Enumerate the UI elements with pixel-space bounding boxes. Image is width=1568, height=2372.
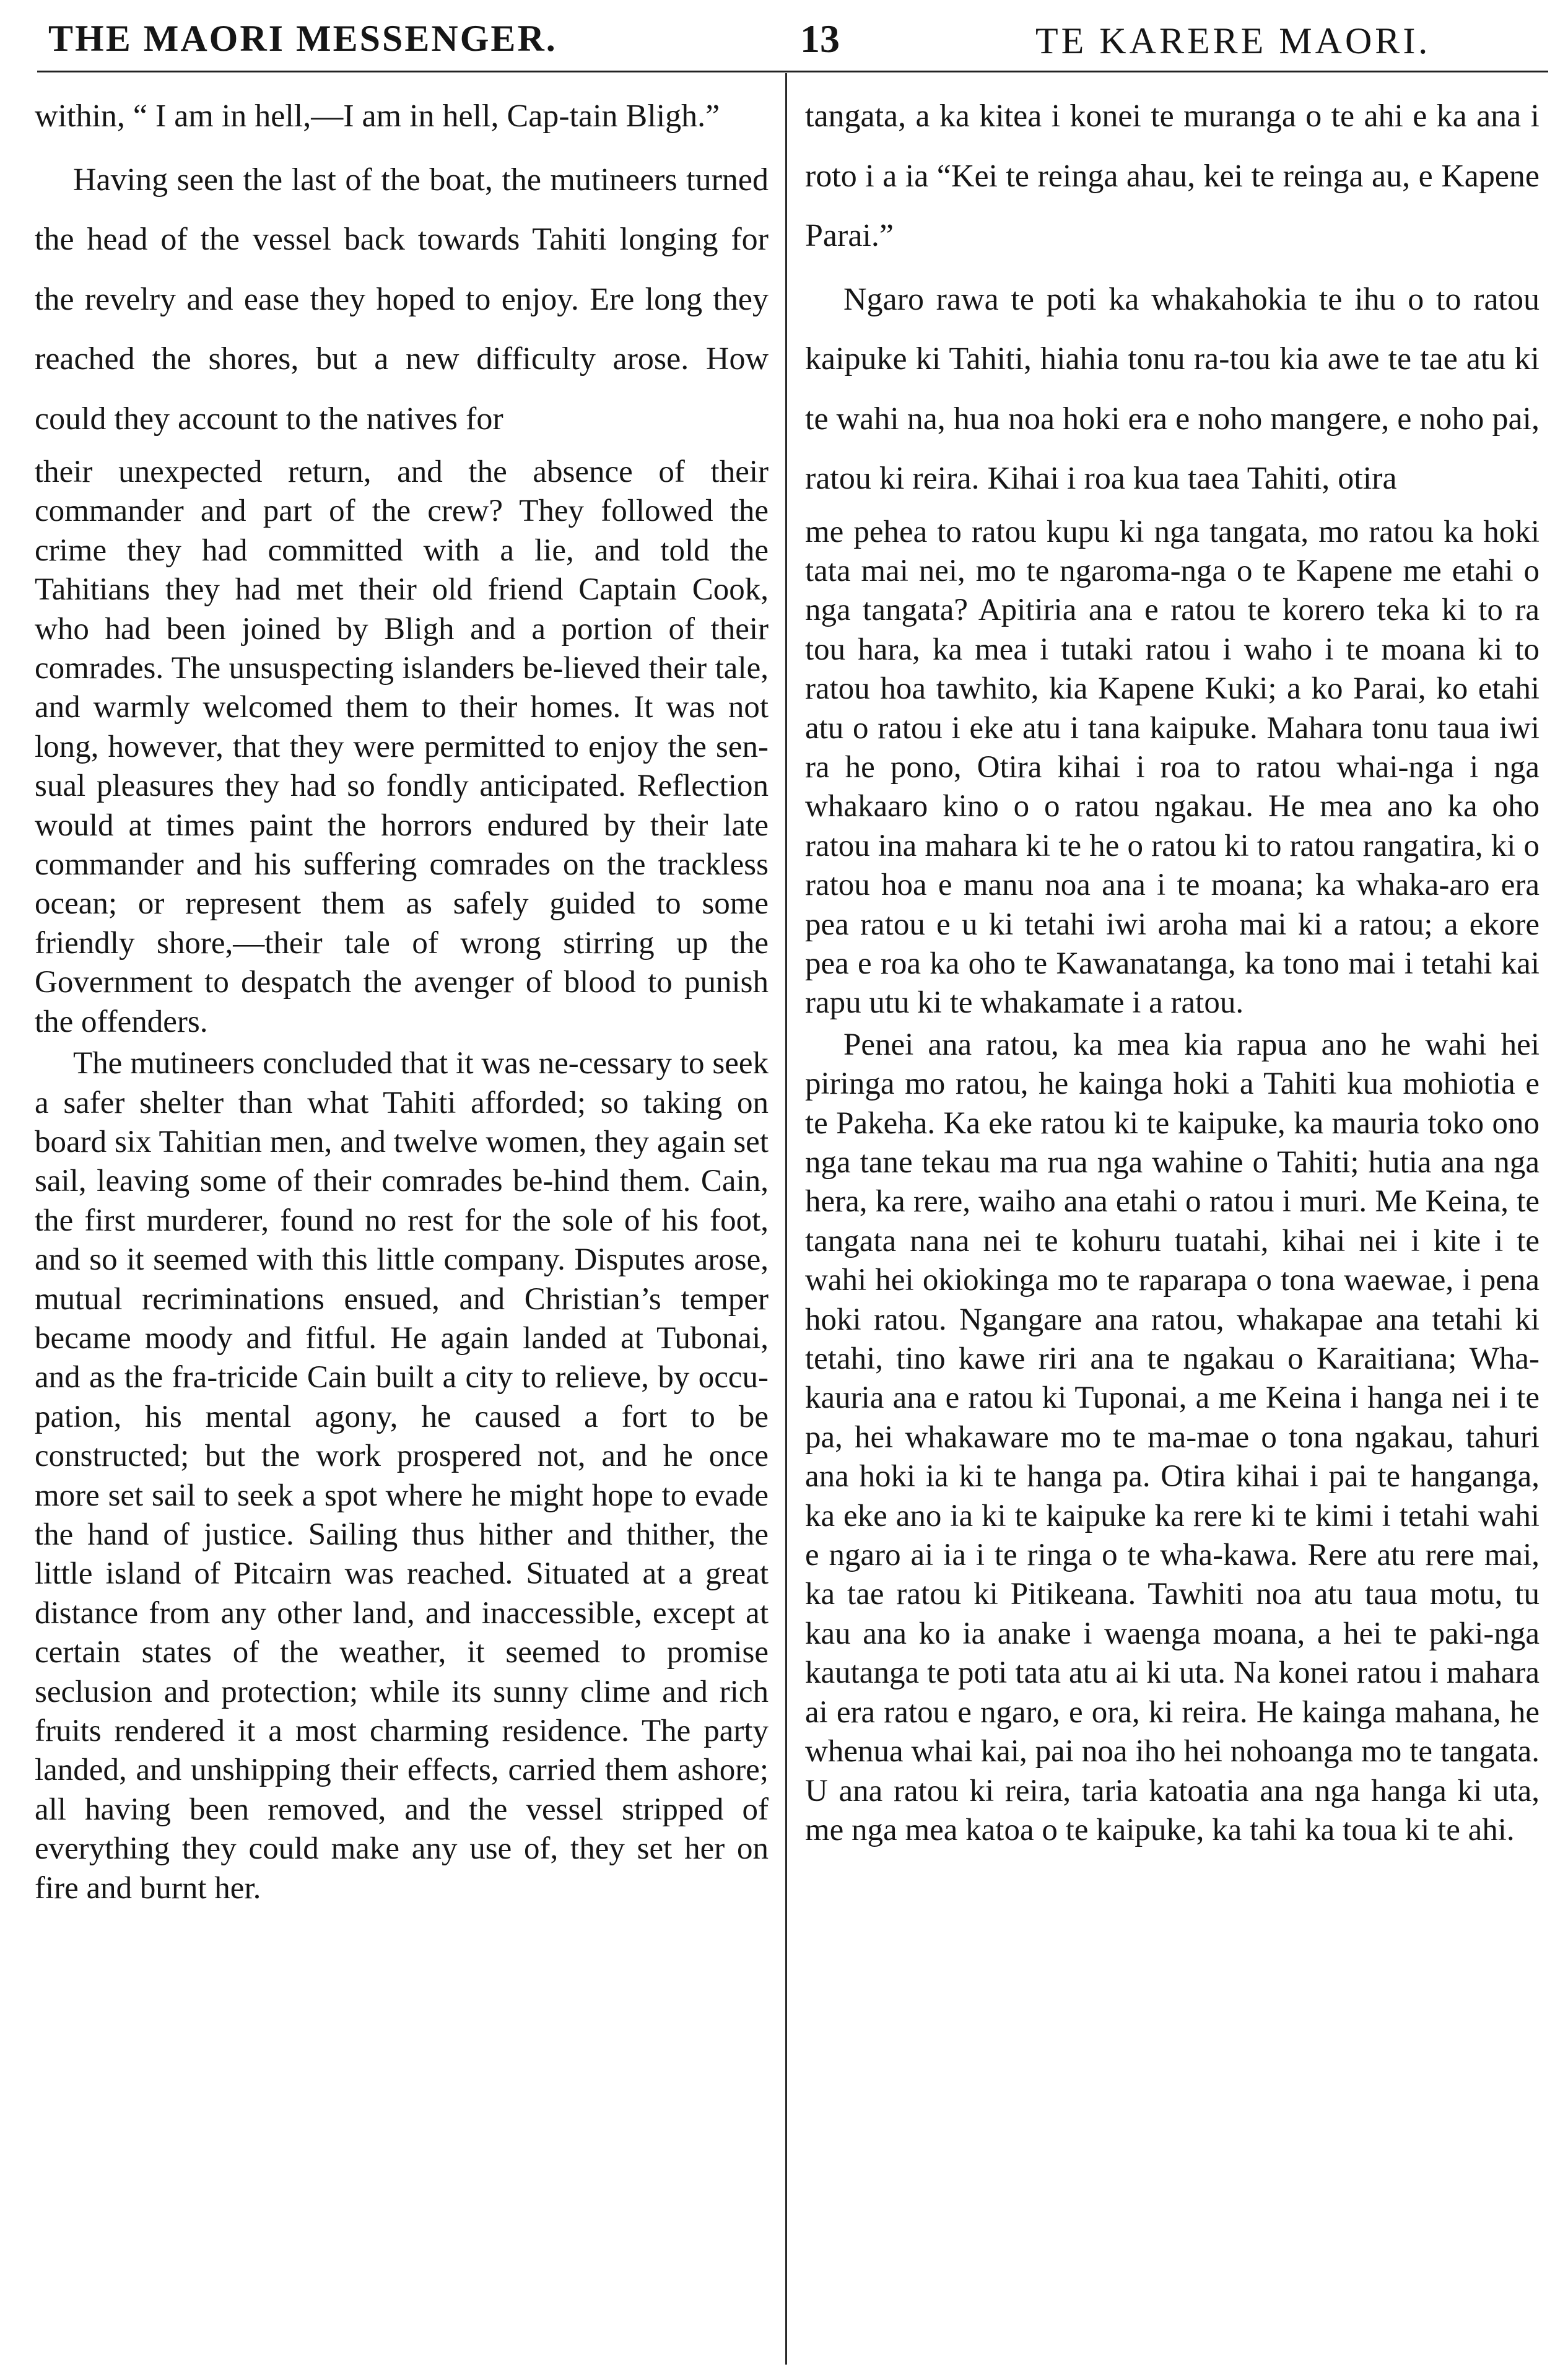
maori-paragraph: tangata, a ka kitea i konei te muranga o te ahi e ka ana i roto i a ia “Kei te reinga ahau, kei te reinga au, e Kapene Parai.” xyxy=(805,98,1540,253)
maori-paragraph: me pehea to ratou kupu ki nga tangata, mo ratou ka hoki tata mai nei, mo te ngaroma-nga o te Kapene me etahi o nga tangata? Apitiria ana e ratou te korero teka ki to ra tou hara, ka mea i tutaki ratou i waho i te moana ki to ratou hoa tawhito, kia Kapene Kuki; a ko Parai, ko etahi atu o ratou i eke atu i tana kaipuke. Mahara tonu taua iwi ra he pono, Otira kihai i roa to ratou whai-nga i nga whakaaro kino o o ratou ngakau. He mea ano ka oho ratou ina mahara ki te he o ratou ki to ratou rangatira, ki o ratou hoa e manu noa ana i te moana; ka whaka-aro era pea ratou e u ki tetahi iwi aroha mai ki a ratou; a ekore pea e roa ka oho te Kawanatanga, ka tono mai i tetahi kai rapu utu ki te whakamate i a ratou. xyxy=(805,514,1540,1021)
maori-title: TE KARERE MAORI. xyxy=(1035,20,1431,61)
english-column xyxy=(35,87,769,1908)
english-title: THE MAORI MESSENGER. xyxy=(48,18,557,59)
english-paragraph: their unexpected return, and the absence of their commander and part of the crew? They followed the crime they had committed with a lie, and told the Tahitians they had met their old friend Captain Cook, who had been joined by Bligh and a portion of their comrades. The unsuspecting islanders be-lieved their tale, and warmly welcomed them to their homes. It was not long, however, that they were permitted to enjoy the sen-sual pleasures they had so fondly anticipated. Reflection would at times paint the horrors endured by their late commander and his suffering comrades on the trackless ocean; or represent them as safely guided to some friendly shore,—their tale of wrong stirring up the Government to despatch the avenger of blood to punish the offenders. xyxy=(35,455,769,1039)
english-paragraph: within, “ I am in hell,—I am in hell, Cap-tain Bligh.” xyxy=(35,98,720,134)
english-paragraph: The mutineers concluded that it was ne-cessary to seek a safer shelter than what Tahiti afforded; so taking on board six Tahitian men, and twelve women, they again set sail, leaving some of their comrades be-hind them. Cain, the first murderer, found no rest for the sole of his foot, and so it seemed with this little company. Disputes arose, mutual recriminations ensued, and Christian’s temper became moody and fitful. He again landed at Tubonai, and as the fra-tricide Cain built a city to relieve, by occu-pation, his mental agony, he caused a fort to be constructed; but the work prospered not, and he once more set sail to seek a spot where he might hope to evade the hand of justice. Sailing thus hither and thither, the little island of Pitcairn was reached. Situated at a great distance from any other land, and inaccessible, except at certain states of the weather, it seemed to promise seclusion and protection; while its sunny clime and rich fruits rendered it a most charming residence. The party landed, and unshipping their effects, carried them ashore; all having been removed, and the vessel stripped of everything they could make any use of, they set her on fire and burnt her. xyxy=(35,1046,769,1906)
maori-paragraph: Penei ana ratou, ka mea kia rapua ano he wahi hei piringa mo ratou, he kainga hoki a Tahiti kua mohiotia e te Pakeha. Ka eke ratou ki te kaipuke, ka mauria toko ono nga tane tekau ma rua nga wahine o Tahiti; hutia ana nga hera, ka rere, waiho ana etahi o ratou i muri. Me Keina, te tangata nana nei te kohuru tuatahi, kihai nei i kite i te wahi hei okiokinga mo te raparapa o tona waewae, i pena hoki ratou. Ngangare ana ratou, whakapae ana tetahi ki tetahi, tino kawe riri ana te ngakau o Karaitiana; Wha-kauria ana e ratou ki Tuponai, a me Keina i hanga nei i te pa, hei whakaware mo te ma-mae o tona ngakau, tahuri ana hoki ia ki te hanga pa. Otira kihai i pai te hanganga, ka eke ano ia ki te kaipuke ka rere ki te kimi i tetahi wahi e ngaro ai ia i te ringa o te wha-kawa. Rere atu rere mai, ka tae ratou ki Pitikeana. Tawhiti noa atu taua motu, tu kau ana ko ia anake i waenga moana, a hei te paki-nga kautanga te poti tata atu ai ki uta. Na konei ratou i mahara ai era ratou e ngaro, e ora, ki reira. He kainga mahana, he whenua whai kai, pai noa iho hei nohoanga mo te tangata. U ana ratou ki reira, taria katoatia ana nga hanga ki uta, me nga mea katoa o te kaipuke, ka tahi ka toua ki te ahi. xyxy=(805,1027,1540,1847)
header-rule xyxy=(37,71,1548,72)
maori-paragraph: Ngaro rawa te poti ka whakahokia te ihu o to ratou kaipuke ki Tahiti, hiahia tonu ra-tou kia awe te tae atu ki te wahi na, hua noa hoki era e noho mangere, e noho pai, ratou ki reira. Kihai i roa kua taea Tahiti, otira xyxy=(805,281,1540,496)
page-number: 13 xyxy=(800,17,840,61)
masthead xyxy=(37,17,1548,73)
maori-column xyxy=(805,87,1540,1850)
column-divider xyxy=(785,73,787,2365)
english-paragraph: Having seen the last of the boat, the mutineers turned the head of the vessel back towards Tahiti longing for the revelry and ease they hoped to enjoy. Ere long they reached the shores, but a new difficulty arose. How could they account to the natives for xyxy=(35,162,769,437)
